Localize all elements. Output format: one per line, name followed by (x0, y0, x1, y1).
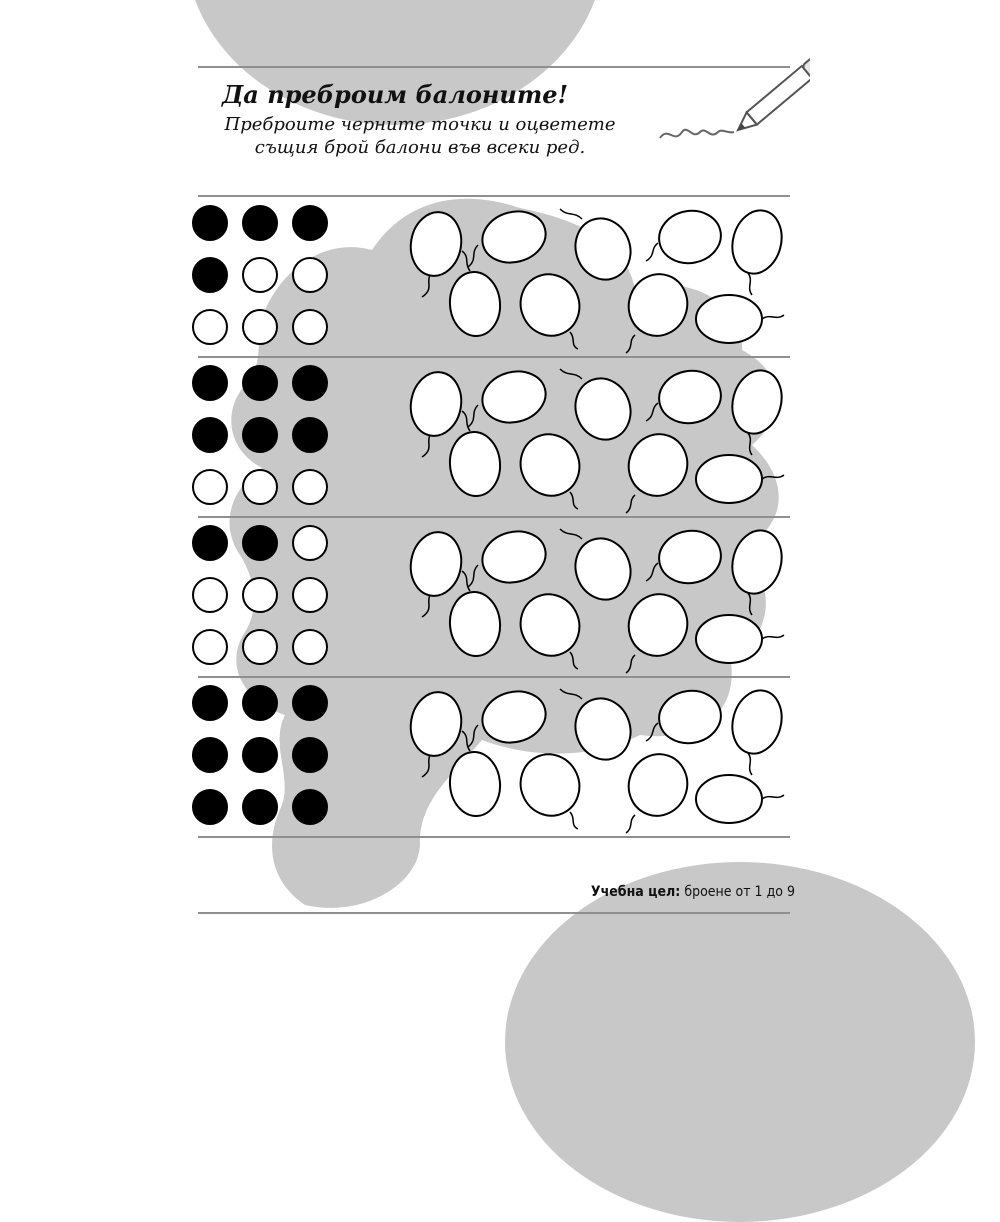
balloon-group-row-4 (400, 677, 800, 837)
balloon[interactable] (560, 689, 639, 767)
balloon[interactable] (447, 411, 502, 498)
black-dot (292, 417, 328, 453)
empty-dot (292, 525, 328, 561)
black-dot (192, 417, 228, 453)
balloon[interactable] (447, 731, 502, 818)
learning-goal-label: Учебна цел: (590, 884, 681, 900)
black-dot (192, 737, 228, 773)
balloon[interactable] (468, 525, 551, 590)
black-dot (242, 525, 278, 561)
balloon[interactable] (726, 525, 789, 615)
empty-dot (242, 469, 278, 505)
balloon[interactable] (696, 615, 784, 663)
black-dot (192, 525, 228, 561)
black-dot (292, 365, 328, 401)
balloon-group-row-3 (400, 517, 800, 677)
learning-goal-text: броене от 1 до 9 (684, 884, 795, 900)
black-dot (292, 205, 328, 241)
balloon[interactable] (696, 295, 784, 343)
black-dot (292, 789, 328, 825)
black-dot (242, 365, 278, 401)
empty-dot (242, 309, 278, 345)
footer-rule (198, 912, 790, 914)
learning-goal (590, 884, 795, 900)
black-dot (192, 205, 228, 241)
balloon[interactable] (468, 685, 551, 750)
balloon[interactable] (560, 369, 639, 447)
balloon[interactable] (447, 251, 502, 338)
balloon[interactable] (511, 265, 590, 349)
page-title: Да преброим балоните! (221, 80, 569, 109)
black-dot (192, 257, 228, 293)
empty-dot (242, 577, 278, 613)
empty-dot (192, 629, 228, 665)
empty-dot (292, 469, 328, 505)
black-dot (242, 417, 278, 453)
balloon[interactable] (447, 571, 502, 658)
empty-dot (292, 629, 328, 665)
black-dot (292, 685, 328, 721)
balloon[interactable] (511, 425, 590, 509)
balloon[interactable] (511, 745, 590, 829)
black-dot (242, 205, 278, 241)
balloon[interactable] (726, 685, 789, 775)
empty-dot (192, 577, 228, 613)
balloon[interactable] (696, 775, 784, 823)
balloon[interactable] (646, 526, 725, 588)
instructions-line-2: същия брой балони във всеки ред. (254, 137, 586, 158)
black-dot (242, 685, 278, 721)
balloon[interactable] (696, 455, 784, 503)
black-dot (242, 737, 278, 773)
balloon[interactable] (620, 586, 696, 673)
balloon[interactable] (646, 686, 725, 748)
balloon[interactable] (726, 365, 789, 455)
black-dot (192, 685, 228, 721)
black-dot (242, 789, 278, 825)
empty-dot (192, 469, 228, 505)
empty-dot (292, 577, 328, 613)
empty-dot (292, 309, 328, 345)
balloon[interactable] (560, 209, 639, 287)
balloon[interactable] (468, 205, 551, 270)
black-dot (192, 365, 228, 401)
empty-dot (192, 309, 228, 345)
empty-dot (242, 257, 278, 293)
balloon[interactable] (620, 746, 696, 833)
balloon[interactable] (468, 365, 551, 430)
balloon[interactable] (511, 585, 590, 669)
balloon[interactable] (726, 205, 789, 295)
balloon-group-row-1 (400, 197, 800, 357)
black-dot (292, 737, 328, 773)
black-dot (192, 789, 228, 825)
empty-dot (242, 629, 278, 665)
balloon[interactable] (646, 206, 725, 268)
balloon[interactable] (646, 366, 725, 428)
instructions-line-1: Преброите черните точки и оцветете (224, 114, 616, 135)
balloon[interactable] (620, 426, 696, 513)
balloon-group-row-2 (400, 357, 800, 517)
empty-dot (292, 257, 328, 293)
balloon[interactable] (620, 266, 696, 353)
balloon[interactable] (560, 529, 639, 607)
